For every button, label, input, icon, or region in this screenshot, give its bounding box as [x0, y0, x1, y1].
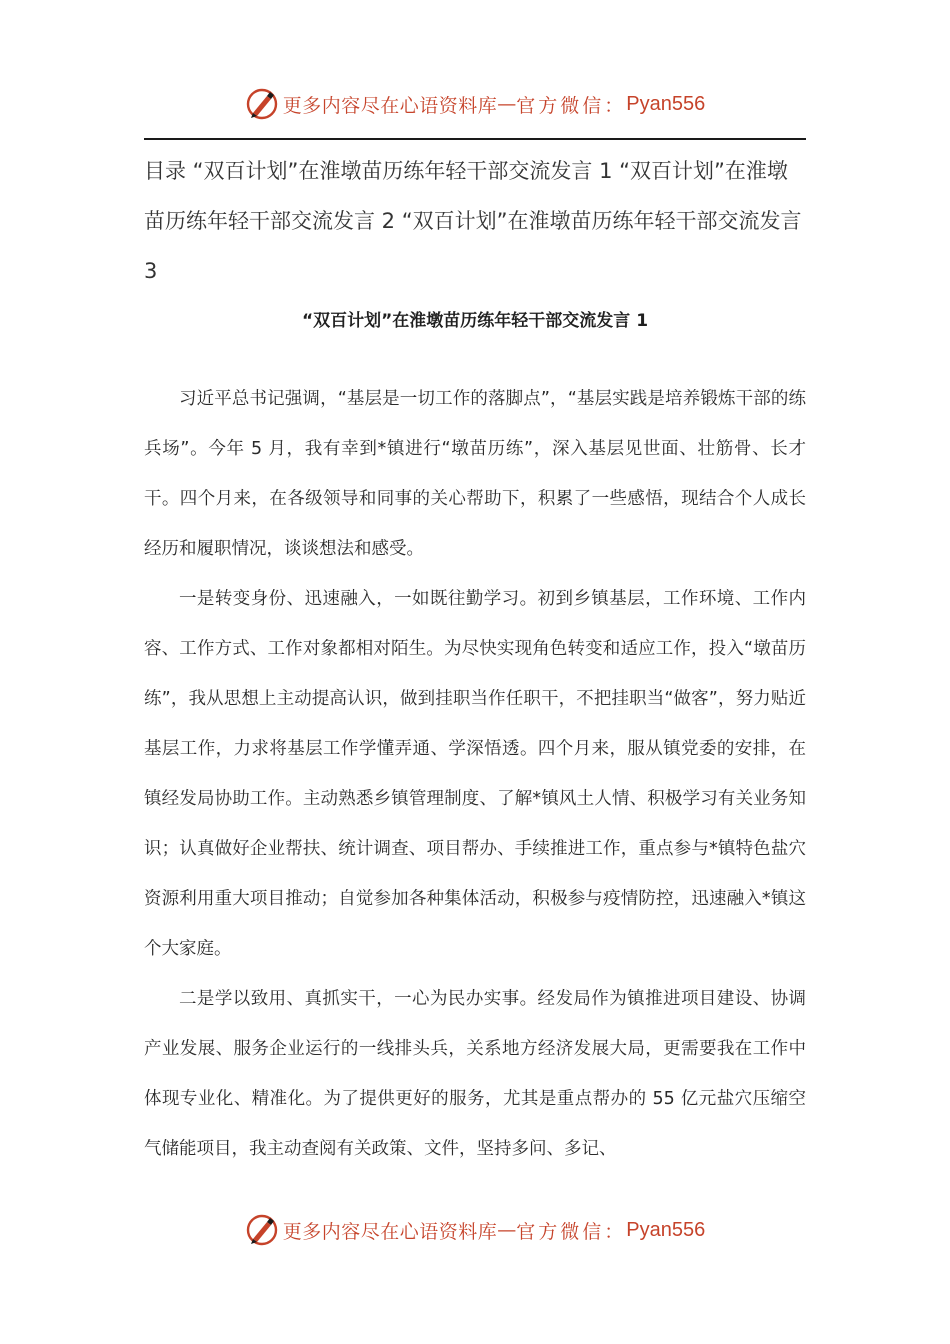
- document-title: “双百计划”在淮墩苗历练年轻干部交流发言 1: [301, 311, 649, 331]
- footer-banner-text: 更多内容尽在心语资料库: [282, 1220, 498, 1243]
- table-of-contents: 目录 “双百计划”在淮墩苗历练年轻干部交流发言 1 “双百计划”在淮墩苗历练年轻干部交流发言 2 “双百计划”在淮墩苗历练年轻干部交流发言 3: [144, 159, 802, 283]
- paragraph-3: 二是学以致用、真抓实干，一心为民办实事。经发局作为镇推进项目建设、协调产业发展、服务企业运行的一线排头兵，关系地方经济发展大局，更需要我在工作中体现专业化、精准化。为了提供更好的服务，尤其是重点帮办的 55 亿元盐穴压缩空气储能项目，我主动查阅有关政策、文件，坚持多问、多记、: [144, 989, 806, 1159]
- footer-banner-wechat-id: Pyan556: [626, 1218, 706, 1241]
- header-banner-wechat-id: Pyan556: [626, 92, 706, 115]
- footer-banner-separator: —: [497, 1219, 517, 1241]
- document-body: [144, 146, 806, 1174]
- footer-banner: [0, 1210, 950, 1250]
- header-divider: [144, 138, 806, 140]
- pen-logo-icon: [245, 1213, 279, 1247]
- footer-banner-wechat-label: 官方微信：: [516, 1220, 627, 1243]
- header-banner-wechat-label: 官方微信：: [516, 94, 627, 117]
- header-banner-text: 更多内容尽在心语资料库: [282, 94, 498, 117]
- paragraph-1: 习近平总书记强调，“基层是一切工作的落脚点”，“基层实践是培养锻炼干部的练兵场”。今年 5 月，我有幸到*镇进行“墩苗历练”，深入基层见世面、壮筋骨、长才干。四个月来，在各级领导和同事的关心帮助下，积累了一些感悟，现结合个人成长经历和履职情况，谈谈想法和感受。: [144, 389, 806, 559]
- header-banner-separator: —: [497, 93, 517, 115]
- header-banner: [0, 84, 950, 124]
- pen-logo-icon: [245, 87, 279, 121]
- paragraph-2: 一是转变身份、迅速融入，一如既往勤学习。初到乡镇基层，工作环境、工作内容、工作方式、工作对象都相对陌生。为尽快实现角色转变和适应工作，投入“墩苗历练”，我从思想上主动提高认识，做到挂职当作任职干，不把挂职当“做客”，努力贴近基层工作，力求将基层工作学懂弄通、学深悟透。四个月来，服从镇党委的安排，在镇经发局协助工作。主动熟悉乡镇管理制度、了解*镇风土人情、积极学习有关业务知识；认真做好企业帮扶、统计调查、项目帮办、手续推进工作，重点参与*镇特色盐穴资源利用重大项目推动；自觉参加各种集体活动，积极参与疫情防控，迅速融入*镇这个大家庭。: [144, 589, 806, 959]
